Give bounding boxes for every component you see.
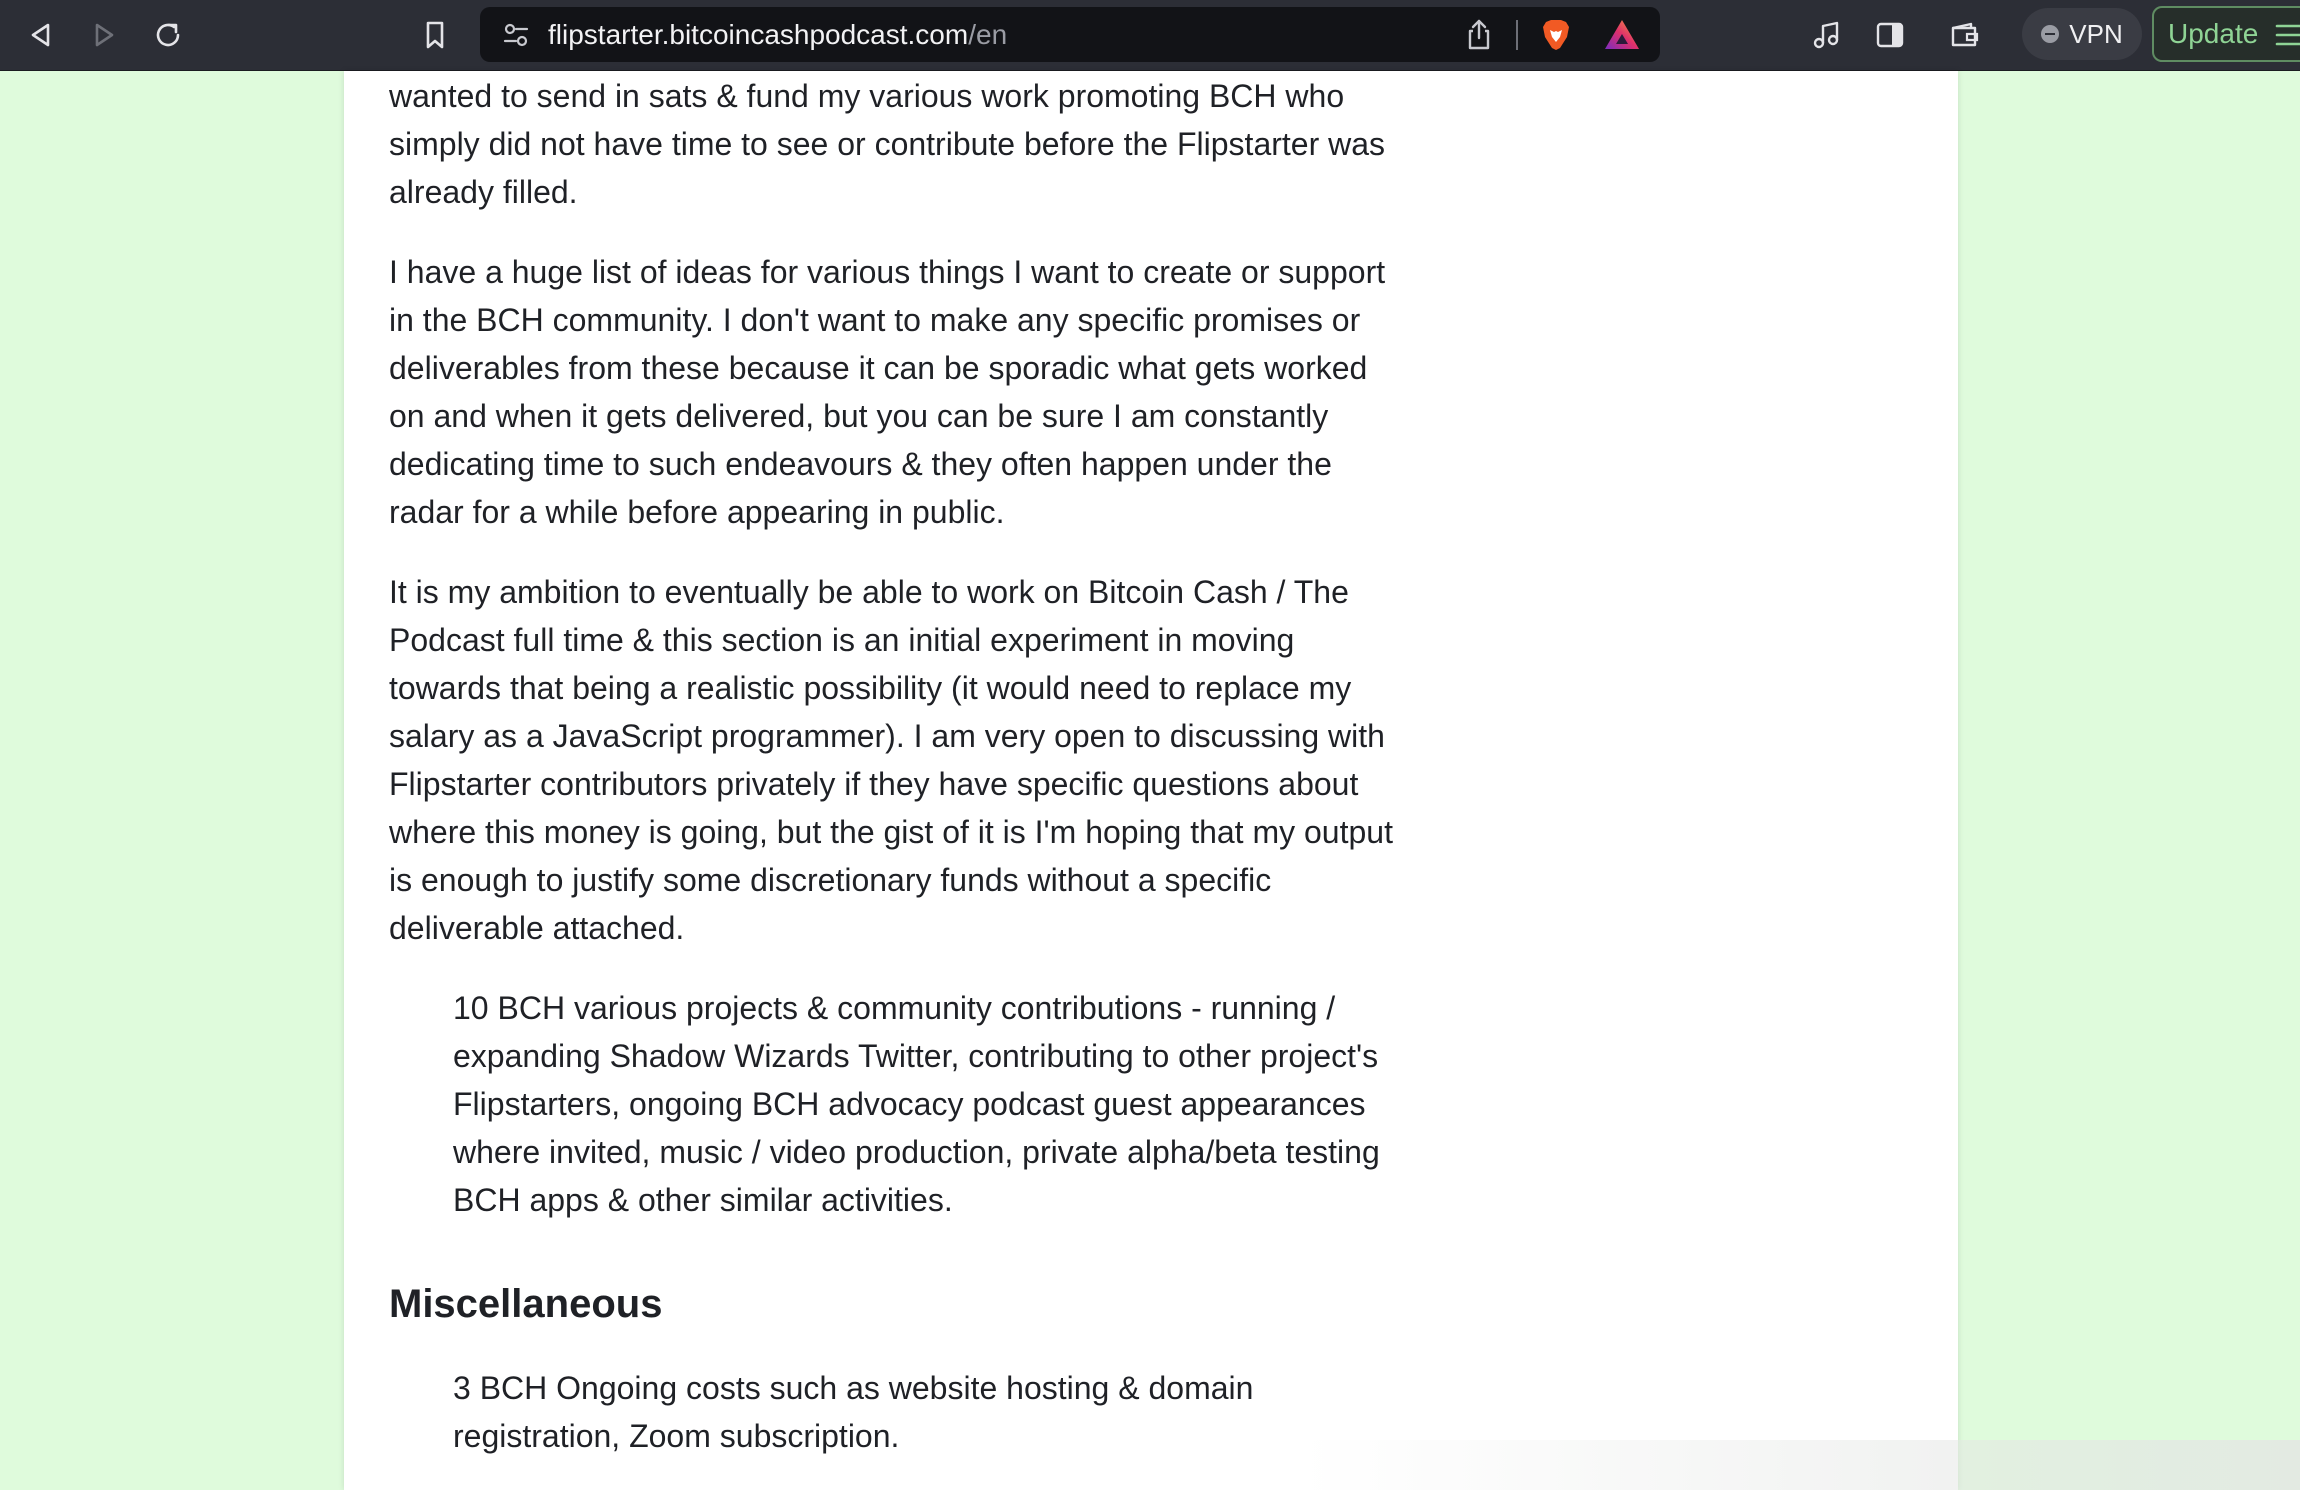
vpn-label: VPN [2069,18,2123,49]
heading-miscellaneous: Miscellaneous [389,1282,663,1326]
address-separator [1516,20,1518,50]
bottom-edge-shadow [1300,1440,2300,1490]
browser-toolbar [0,0,2300,71]
sidebar-button[interactable] [1867,12,1913,58]
wallet-button[interactable] [1942,12,1988,58]
share-icon[interactable] [1462,18,1496,52]
site-settings-icon[interactable] [502,21,530,49]
url-text[interactable] [548,7,1007,62]
vpn-status-icon [2041,25,2059,43]
paragraph-funding-overflow: wanted to send in sats & fund my various work promoting BCH who simply did not have time to see or contribute before the Flipstarter was already filled. [389,78,1386,210]
reload-icon [152,19,184,51]
sidebar-icon [1875,20,1905,50]
quote-ongoing-costs: 3 BCH Ongoing costs such as website hosting & domain registration, Zoom subscription. [453,1370,1254,1454]
update-button[interactable] [2152,6,2300,62]
forward-icon [89,20,119,50]
quote-various-projects: 10 BCH various projects & community contributions - running / expanding Shadow Wizards Twitter, contributing to other project's Flipstarters, ongoing BCH advocacy podcast guest appearances where invited, music / video production, private alpha/beta testing BCH apps & other similar activities. [453,990,1380,1218]
wallet-icon [1949,20,1981,50]
reload-button[interactable] [145,12,191,58]
brave-shields-icon[interactable] [1538,17,1574,53]
paragraph-ambition: It is my ambition to eventually be able to work on Bitcoin Cash / The Podcast full time & this section is an initial experiment in moving towards that being a realistic possibility (it would need to replace my salary as a JavaScript programmer). I am very open to discussing with Flipstarter contributors privately if they have specific questions about where this money is going, but the gist of it is I'm hoping that my output is enough to justify some discretionary funds without a specific deliverable attached. [389,574,1393,946]
update-label: Update [2168,18,2259,49]
back-button[interactable] [18,12,64,58]
brave-rewards-icon[interactable] [1602,17,1642,53]
url-path: /en [968,19,1008,50]
address-bar[interactable] [480,7,1660,62]
article-body [389,71,1399,1490]
paragraph-ideas-list: I have a huge list of ideas for various things I want to create or support in the BCH community. I don't want to make any specific promises or deliverables from these because it can be sporadic what gets worked on and when it gets delivered, but you can be sure I am constantly dedicating time to such endeavours & they often happen under the radar for a while before appearing in public. [389,254,1386,530]
bookmark-icon [421,19,449,51]
page-content-area [344,71,1958,1490]
vpn-button[interactable] [2022,8,2142,60]
back-icon [26,20,56,50]
bookmark-button[interactable] [412,12,458,58]
menu-icon[interactable] [2274,22,2300,48]
url-host: flipstarter.bitcoincashpodcast.com [548,19,969,50]
media-icon [1811,20,1841,50]
forward-button[interactable] [81,12,127,58]
media-button[interactable] [1803,12,1849,58]
